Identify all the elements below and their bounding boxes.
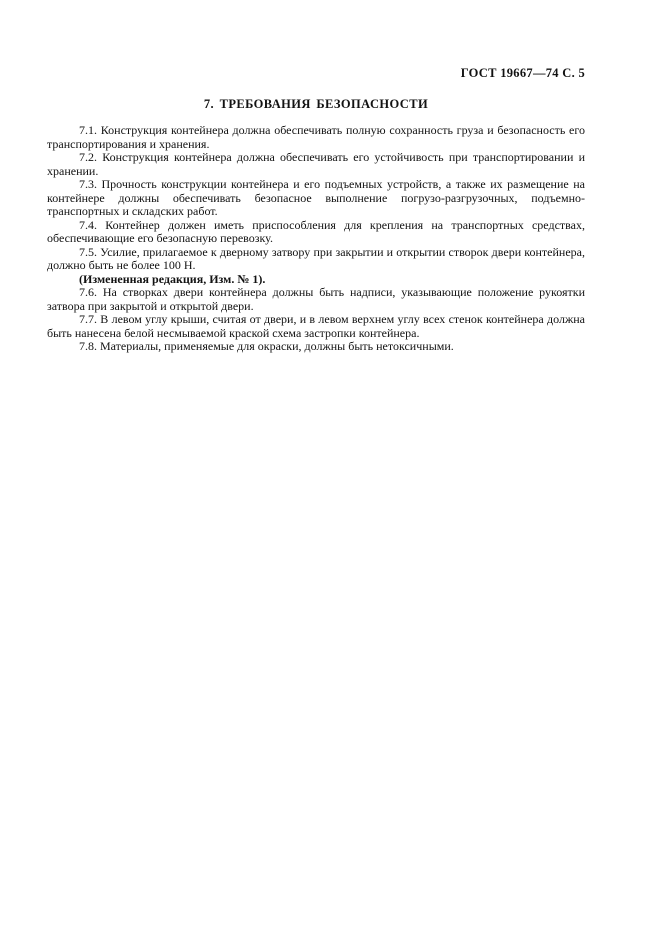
paragraph-7-1: 7.1. Конструкция контейнера должна обеспечивать полную сохранность груза и безопасность его транспортирования и хранения. bbox=[47, 123, 585, 151]
paragraph-7-6: 7.6. На створках двери контейнера должны быть надписи, указывающие положение рукоятки затвора при закрытой и открытой двери. bbox=[47, 285, 585, 313]
paragraph-7-5: 7.5. Усилие, прилагаемое к дверному затвору при закрытии и открытии створок двери контейнера, должно быть не более 100 Н. bbox=[47, 244, 585, 272]
amendment-note: (Измененная редакция, Изм. № 1). bbox=[79, 271, 266, 286]
section-title: 7. ТРЕБОВАНИЯ БЕЗОПАСНОСТИ bbox=[203, 97, 429, 111]
paragraph-7-2: 7.2. Конструкция контейнера должна обеспечивать его устойчивость при транспортировании и хранении. bbox=[47, 150, 585, 178]
page-header-gost-number: ГОСТ 19667—74 С. 5 bbox=[460, 66, 585, 80]
document-body bbox=[47, 124, 585, 354]
paragraph-7-8: 7.8. Материалы, применяемые для окраски, должны быть нетоксичными. bbox=[79, 339, 454, 353]
paragraph-7-7: 7.7. В левом углу крыши, считая от двери, и в левом верхнем углу всех стенок контейнера должна быть нанесена белой несмываемой краской схема застропки контейнера. bbox=[47, 312, 585, 340]
paragraph-7-3: 7.3. Прочность конструкции контейнера и его подъемных устройств, а также их размещение на контейнере должны обеспечивать безопасное выполнение погрузо-разгрузочных, подъемно-транспортных и складских работ. bbox=[47, 177, 585, 218]
paragraph-7-4: 7.4. Контейнер должен иметь приспособления для крепления на транспортных средствах, обеспечивающие его безопасную перевозку. bbox=[47, 217, 585, 245]
